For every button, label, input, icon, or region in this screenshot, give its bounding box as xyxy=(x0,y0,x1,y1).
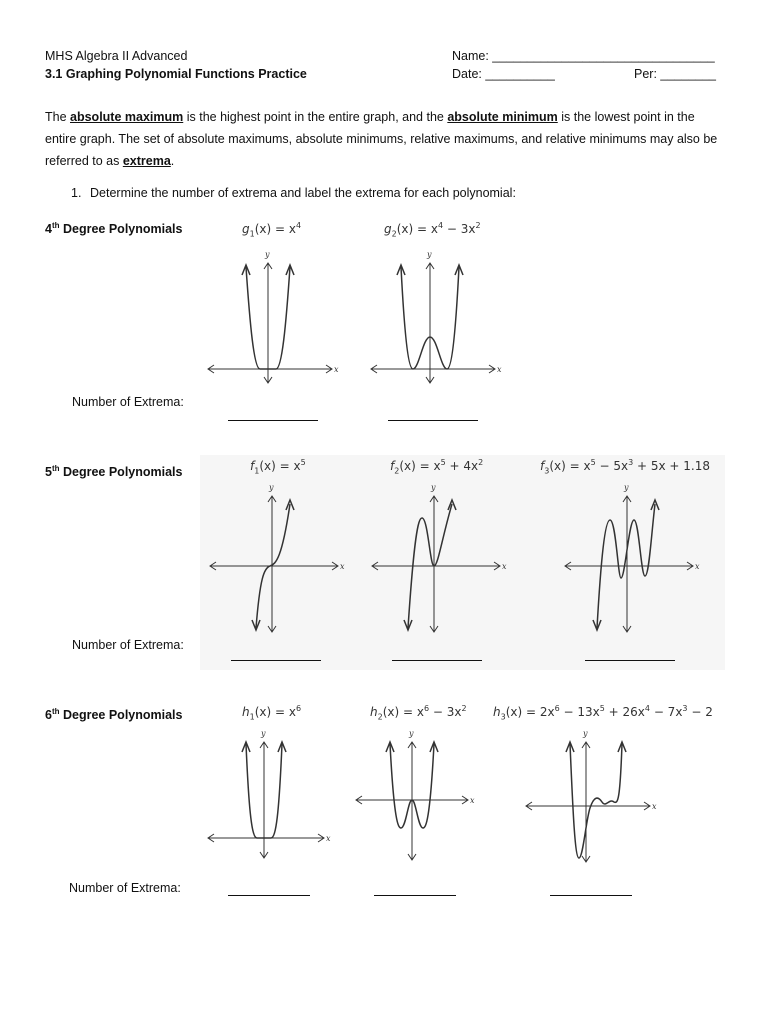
intro-paragraph: The absolute maximum is the highest point in the entire graph, and the absolute minimum is the lowest point in the entire graph. The set of absolute maximums, absolute minimums, relative maximums, and relative minimums may also be referred to as extrema. xyxy=(45,110,718,168)
y-axis-label: y xyxy=(269,483,274,492)
period-field[interactable]: Per: ________ xyxy=(634,67,717,81)
x-axis-label: x xyxy=(470,796,475,805)
extrema-label-4th: Number of Extrema: xyxy=(72,395,184,409)
graph-f3 xyxy=(555,478,705,638)
y-axis-label: y xyxy=(431,483,436,492)
x-axis-label: x xyxy=(497,365,502,374)
function-f3-label: $f_3(x) = x^5 - 5x^3 + 5x + 1.18$ xyxy=(540,458,711,476)
x-axis-label: x xyxy=(334,365,339,374)
function-f1-label: $f_1(x) = x^5$ xyxy=(250,458,306,476)
x-axis-label: x xyxy=(652,802,657,811)
graph-f1 xyxy=(200,478,350,638)
y-axis-label: y xyxy=(624,483,629,492)
extrema-label-6th: Number of Extrema: xyxy=(69,881,181,895)
graph-h3 xyxy=(520,724,660,864)
graph-f2 xyxy=(362,478,512,638)
answer-blank-g1[interactable] xyxy=(228,419,318,421)
answer-blank-f2[interactable] xyxy=(392,659,482,661)
answer-blank-g2[interactable] xyxy=(388,419,478,421)
question-text: Determine the number of extrema and label the extrema for each polynomial: xyxy=(90,186,516,200)
x-axis-label: x xyxy=(340,562,345,571)
function-g2-label: $g_2(x) = x^4 - 3x^2$ xyxy=(384,221,481,239)
section-5th-degree: 5th Degree Polynomials xyxy=(45,464,183,480)
term-absolute-minimum: absolute minimum xyxy=(447,110,558,124)
section-6th-degree: 6th Degree Polynomials xyxy=(45,707,183,723)
section-4th-degree: 4th Degree Polynomials xyxy=(45,221,183,237)
function-h2-label: $h_2(x) = x^6 - 3x^2$ xyxy=(370,704,467,722)
y-axis-label: y xyxy=(583,729,588,738)
curve-arrows xyxy=(566,742,626,752)
term-absolute-maximum: absolute maximum xyxy=(70,110,184,124)
extrema-label-5th: Number of Extrema: xyxy=(72,638,184,652)
x-axis-label: x xyxy=(326,834,331,843)
y-axis-label: y xyxy=(427,250,432,259)
function-h1-label: $h_1(x) = x^6$ xyxy=(242,704,302,722)
graph-g1 xyxy=(200,245,345,385)
question-number: 1. xyxy=(71,186,82,200)
name-field[interactable]: Name: ________________________________ xyxy=(452,49,715,63)
answer-blank-f1[interactable] xyxy=(231,659,321,661)
graph-g2 xyxy=(363,245,508,385)
function-f2-label: $f_2(x) = x^5 + 4x^2$ xyxy=(390,458,484,476)
date-field[interactable]: Date: __________ xyxy=(452,67,555,81)
answer-blank-f3[interactable] xyxy=(585,659,675,661)
answer-blank-h3[interactable] xyxy=(550,894,632,896)
graph-h2 xyxy=(350,724,485,864)
y-axis-label: y xyxy=(409,729,414,738)
function-h3-label: $h_3(x) = 2x^6 - 13x^5 + 26x^4 - 7x^3 - 2$ xyxy=(493,704,713,722)
y-axis-label: y xyxy=(265,250,270,259)
x-axis-label: x xyxy=(502,562,507,571)
answer-blank-h1[interactable] xyxy=(228,894,310,896)
answer-blank-h2[interactable] xyxy=(374,894,456,896)
curve-h3 xyxy=(570,744,622,858)
y-axis-label: y xyxy=(261,729,266,738)
graph-h1 xyxy=(200,724,335,864)
course-name: MHS Algebra II Advanced xyxy=(45,49,188,63)
function-g1-label: $g_1(x) = x^4$ xyxy=(242,221,302,239)
worksheet-title: 3.1 Graphing Polynomial Functions Practice xyxy=(45,67,307,81)
term-extrema: extrema xyxy=(122,154,171,168)
x-axis-label: x xyxy=(695,562,700,571)
